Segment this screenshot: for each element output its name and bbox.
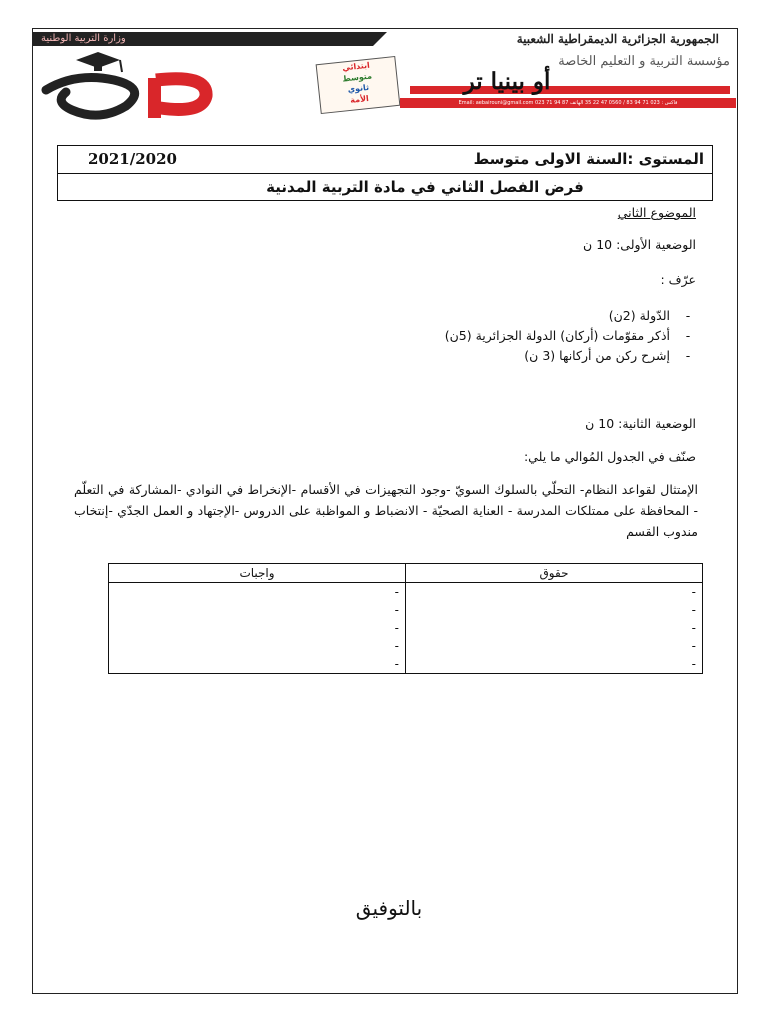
situation-one-label: الوضعية الأولى: 10 ن [583, 237, 696, 252]
brand-name: أو بينيا تر [463, 68, 551, 95]
header-top-bar [33, 32, 737, 46]
define-prompt: عرّف : [660, 272, 696, 287]
duties-cell[interactable]: - [109, 583, 406, 602]
rights-cell[interactable]: - [406, 601, 703, 619]
list-item: -إشرح ركن من أركانها (3 ن) [524, 348, 691, 363]
table-row [109, 583, 703, 602]
logo-o-mark [46, 78, 135, 116]
exam-title: فرض الفصل الثاني في مادة التربية المدنية [266, 178, 584, 196]
title-row [58, 146, 712, 174]
tag-line: متوسط [341, 71, 373, 84]
level-label: المستوى :السنة الاولى متوسط [473, 150, 704, 168]
institution-name: مؤسسة التربية و التعليم الخاصة [558, 54, 730, 69]
definition-list [445, 306, 696, 366]
table-row [109, 655, 703, 674]
rights-duties-table [108, 563, 703, 674]
rights-column-header: حقوق [406, 564, 703, 583]
closing-wish: بالتوفيق [355, 896, 423, 920]
topic-heading: الموضوع الثاني [617, 205, 696, 220]
logo-p-bowl [156, 79, 206, 110]
classify-prompt: صنّف في الجدول المُوالي ما يلي: [523, 449, 696, 464]
duties-cell[interactable]: - [109, 619, 406, 637]
duties-cell[interactable]: - [109, 637, 406, 655]
school-year: 2021/2020 [88, 150, 177, 168]
items-paragraph: الإمتثال لقواعد النظام- التحلّي بالسلوك السويّ -وجود التجهيزات في الأقسام -الإنخراط في النوادي -المشاركة في التعلّم - المحافظة على ممتلكات المدرسة - العناية الصحيّة - الانضباط و المواظبة على الدروس -الإجتهاد و العمل الجدّي -إنتخاب مندوب القسم [74, 482, 698, 539]
situation-one-heading [583, 237, 696, 252]
school-logo [36, 50, 236, 120]
rights-cell[interactable]: - [406, 637, 703, 655]
ministry-name: وزارة التربية الوطنية [41, 33, 126, 44]
duties-column-header: واجبات [109, 564, 406, 583]
table-header-row [109, 564, 703, 583]
rights-cell[interactable]: - [406, 619, 703, 637]
title-box [57, 145, 713, 201]
situation-two-heading [585, 416, 696, 431]
table-row [109, 637, 703, 655]
levels-tag [316, 56, 401, 114]
situation-two-label: الوضعية الثانية: 10 ن [585, 416, 696, 431]
tag-line: ابتدائي [341, 60, 371, 73]
duties-cell[interactable]: - [109, 655, 406, 674]
graduation-cap-icon [76, 52, 120, 68]
tag-line: ثانوي [347, 82, 370, 95]
tag-line: الأمة [349, 93, 370, 105]
table-row [109, 619, 703, 637]
duties-cell[interactable]: - [109, 601, 406, 619]
rights-cell[interactable]: - [406, 583, 703, 602]
list-item: -الدّولة (2ن) [608, 308, 691, 323]
list-item: -أذكر مقوّمات (أركان) الدولة الجزائرية (5ن) [444, 328, 691, 343]
rights-cell[interactable]: - [406, 655, 703, 674]
logo-letters: OP [36, 50, 38, 51]
table-row [109, 601, 703, 619]
republic-name: الجمهورية الجزائرية الديمقراطية الشعبية [516, 32, 719, 46]
contact-strip: Email: aebairouni@gmail.com 023 71 94 87 فاكس : 023 71 94 83 / 0560 47 22 35 الهاتف [400, 98, 736, 108]
band-slash [373, 32, 387, 46]
